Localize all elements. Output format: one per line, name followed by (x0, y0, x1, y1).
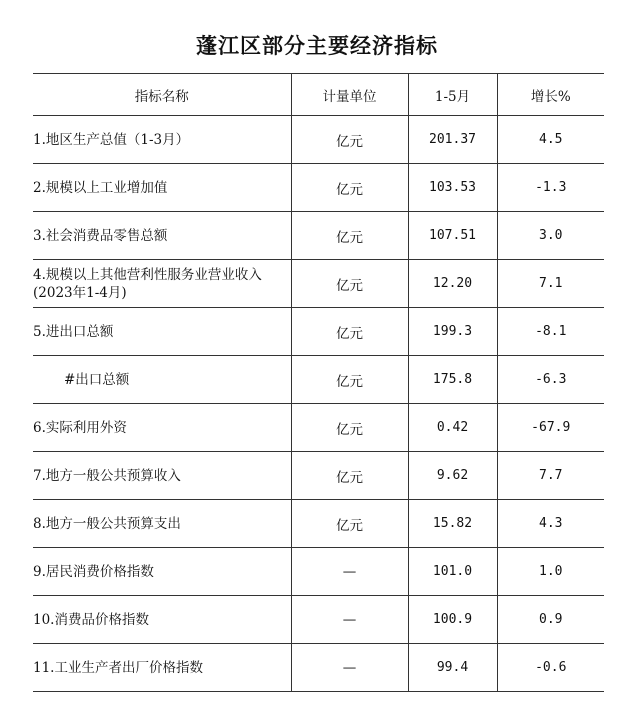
row-growth: -8.1 (497, 308, 604, 356)
row-value: 201.37 (408, 116, 497, 164)
row-unit: 亿元 (291, 212, 408, 260)
indicators-table (33, 73, 604, 692)
row-unit: — (291, 548, 408, 596)
row-unit: 亿元 (291, 308, 408, 356)
row-value: 175.8 (408, 356, 497, 404)
header-indicator-name: 指标名称 (33, 74, 291, 116)
row-name: 8.地方一般公共预算支出 (33, 500, 291, 548)
header-period-value: 1-5月 (408, 74, 497, 116)
row-name: 7.地方一般公共预算收入 (33, 452, 291, 500)
page-title: 蓬江区部分主要经济指标 (196, 33, 438, 58)
table-row (33, 308, 604, 356)
table-row (33, 548, 604, 596)
table-row (33, 212, 604, 260)
row-value: 199.3 (408, 308, 497, 356)
row-growth: -67.9 (497, 404, 604, 452)
row-growth: -6.3 (497, 356, 604, 404)
row-name: 1.地区生产总值（1-3月） (33, 116, 291, 164)
row-value: 12.20 (408, 260, 497, 308)
row-growth: 1.0 (497, 548, 604, 596)
row-name-sub-item: #出口总额 (33, 356, 291, 404)
table-row (33, 260, 604, 308)
table-row (33, 356, 604, 404)
header-growth: 增长% (497, 74, 604, 116)
row-unit: 亿元 (291, 116, 408, 164)
row-value: 100.9 (408, 596, 497, 644)
table-row (33, 404, 604, 452)
row-name: 6.实际利用外资 (33, 404, 291, 452)
row-value: 99.4 (408, 644, 497, 692)
table-row (33, 500, 604, 548)
table-row (33, 596, 604, 644)
row-unit: — (291, 596, 408, 644)
table-row (33, 452, 604, 500)
row-unit: 亿元 (291, 356, 408, 404)
row-unit: 亿元 (291, 164, 408, 212)
row-growth: 4.3 (497, 500, 604, 548)
row-growth: 7.7 (497, 452, 604, 500)
row-unit: — (291, 644, 408, 692)
row-name: 5.进出口总额 (33, 308, 291, 356)
header-unit: 计量单位 (291, 74, 408, 116)
row-growth: 0.9 (497, 596, 604, 644)
row-name: 11.工业生产者出厂价格指数 (33, 644, 291, 692)
row-growth: 4.5 (497, 116, 604, 164)
row-value: 9.62 (408, 452, 497, 500)
table-row (33, 164, 604, 212)
table-row (33, 116, 604, 164)
row-name: 10.消费品价格指数 (33, 596, 291, 644)
row-unit: 亿元 (291, 404, 408, 452)
row-growth: -0.6 (497, 644, 604, 692)
row-name: 2.规模以上工业增加值 (33, 164, 291, 212)
row-name: 9.居民消费价格指数 (33, 548, 291, 596)
row-growth: 7.1 (497, 260, 604, 308)
table-row (33, 644, 604, 692)
row-value: 0.42 (408, 404, 497, 452)
row-value: 103.53 (408, 164, 497, 212)
row-name: 3.社会消费品零售总额 (33, 212, 291, 260)
row-unit: 亿元 (291, 500, 408, 548)
row-unit: 亿元 (291, 260, 408, 308)
row-unit: 亿元 (291, 452, 408, 500)
row-value: 101.0 (408, 548, 497, 596)
row-name: 4.规模以上其他营利性服务业营业收入(2023年1-4月) (33, 260, 291, 308)
row-growth: -1.3 (497, 164, 604, 212)
row-growth: 3.0 (497, 212, 604, 260)
table-header-row (33, 74, 604, 116)
row-value: 15.82 (408, 500, 497, 548)
row-value: 107.51 (408, 212, 497, 260)
